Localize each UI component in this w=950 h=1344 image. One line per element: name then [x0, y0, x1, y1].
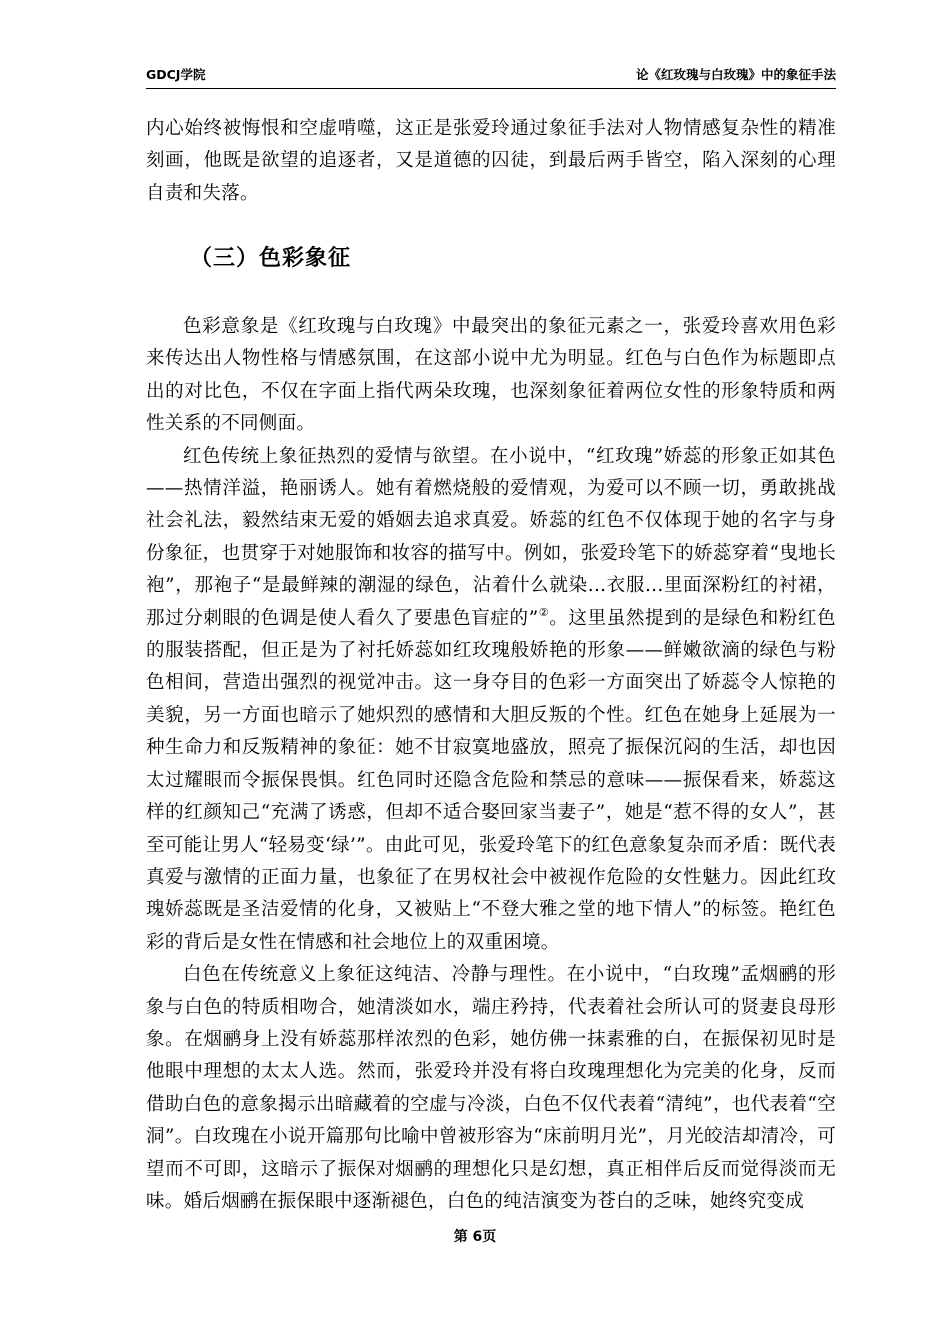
footnote-reference[interactable]: ② [538, 605, 550, 619]
continuation-text-block [146, 113, 836, 210]
header-paper-title: 论《红玫瑰与白玫瑰》中的象征手法 [635, 67, 836, 82]
section-heading: （三）色彩象征 [190, 246, 352, 271]
paragraph-red-text-part-2: 。这里虽然提到的是绿色和粉红色的服装搭配，但正是为了衬托娇蕊如红玫瑰般娇艳的形象——鲜嫩欲滴的绿色与粉色相间，营造出强烈的视觉冲击。这一身夺目的色彩一方面突出了娇蕊令人惊艳的美貌，另一方面也暗示了她炽烈的感情和大胆反叛的个性。红色在她身上延展为一种生命力和反叛精神的象征：她不甘寂寞地盛放，照亮了振保沉闷的生活，却也因太过耀眼而令振保畏惧。红色同时还隐含危险和禁忌的意味——振保看来，娇蕊这样的红颜知己“充满了诱惑，但却不适合娶回家当妻子”，她是“惹不得的女人”，甚至可能让男人“轻易变‘绿’”。由此可见，张爱玲笔下的红色意象复杂而矛盾：既代表真爱与激情的正面力量，也象征了在男权社会中被视作危险的女性魅力。因此红玫瑰娇蕊既是圣洁爱情的化身，又被贴上“不登大雅之堂的地下情人”的标签。艳红色彩的背后是女性在情感和社会地位上的双重困境。 [146, 607, 836, 953]
section-body [146, 311, 836, 1218]
paragraph-red-text-part-1: 红色传统上象征热烈的爱情与欲望。在小说中，“红玫瑰”娇蕊的形象正如其色——热情洋溢，艳丽诱人。她有着燃烧般的爱情观，为爱可以不顾一切，勇敢挑战社会礼法，毅然结束无爱的婚姻去追求真爱。娇蕊的红色不仅体现于她的名字与身份象征，也贯穿于对她服饰和妆容的描写中。例如，张爱玲笔下的娇蕊穿着“曳地长袍”，那袍子“是最鲜辣的潮湿的绿色，沾着什么就染...衣服...里面深粉红的衬裙，那过分刺眼的色调是使人看久了要患色盲症的” [146, 445, 836, 629]
continuation-paragraph: 内心始终被悔恨和空虚啃噬，这正是张爱玲通过象征手法对人物情感复杂性的精准刻画，他既是欲望的追逐者，又是道德的囚徒，到最后两手皆空，陷入深刻的心理自责和失落。 [146, 118, 836, 204]
page-number: 第 6页 [453, 1229, 497, 1245]
paragraph-white-symbolism: 白色在传统意义上象征这纯洁、冷静与理性。在小说中，“白玫瑰”孟烟鹂的形象与白色的特质相吻合，她清淡如水，端庄矜持，代表着社会所认可的贤妻良母形象。在烟鹂身上没有娇蕊那样浓烈的色彩，她仿佛一抹素雅的白，在振保初见时是他眼中理想的太太人选。然而，张爱玲并没有将白玫瑰理想化为完美的化身，反而借助白色的意象揭示出暗藏着的空虚与冷淡，白色不仅代表着“清纯”，也代表着“空洞”。白玫瑰在小说开篇那句比喻中曾被形容为“床前明月光”，月光皎洁却清冷，可望而不可即，这暗示了振保对烟鹂的理想化只是幻想，真正相伴后反而觉得淡而无味。婚后烟鹂在振保眼中逐渐褪色，白色的纯洁演变为苍白的乏味，她终究变成 [146, 964, 836, 1212]
paragraph-red-symbolism [146, 441, 836, 960]
header-institution: GDCJ学院 [146, 67, 206, 82]
paragraph-color-imagery: 色彩意象是《红玫瑰与白玫瑰》中最突出的象征元素之一，张爱玲喜欢用色彩来传达出人物性格与情感氛围，在这部小说中尤为明显。红色与白色作为标题即点出的对比色，不仅在字面上指代两朵玫瑰，也深刻象征着两位女性的形象特质和两性关系的不同侧面。 [146, 316, 836, 435]
page-header [146, 66, 836, 89]
